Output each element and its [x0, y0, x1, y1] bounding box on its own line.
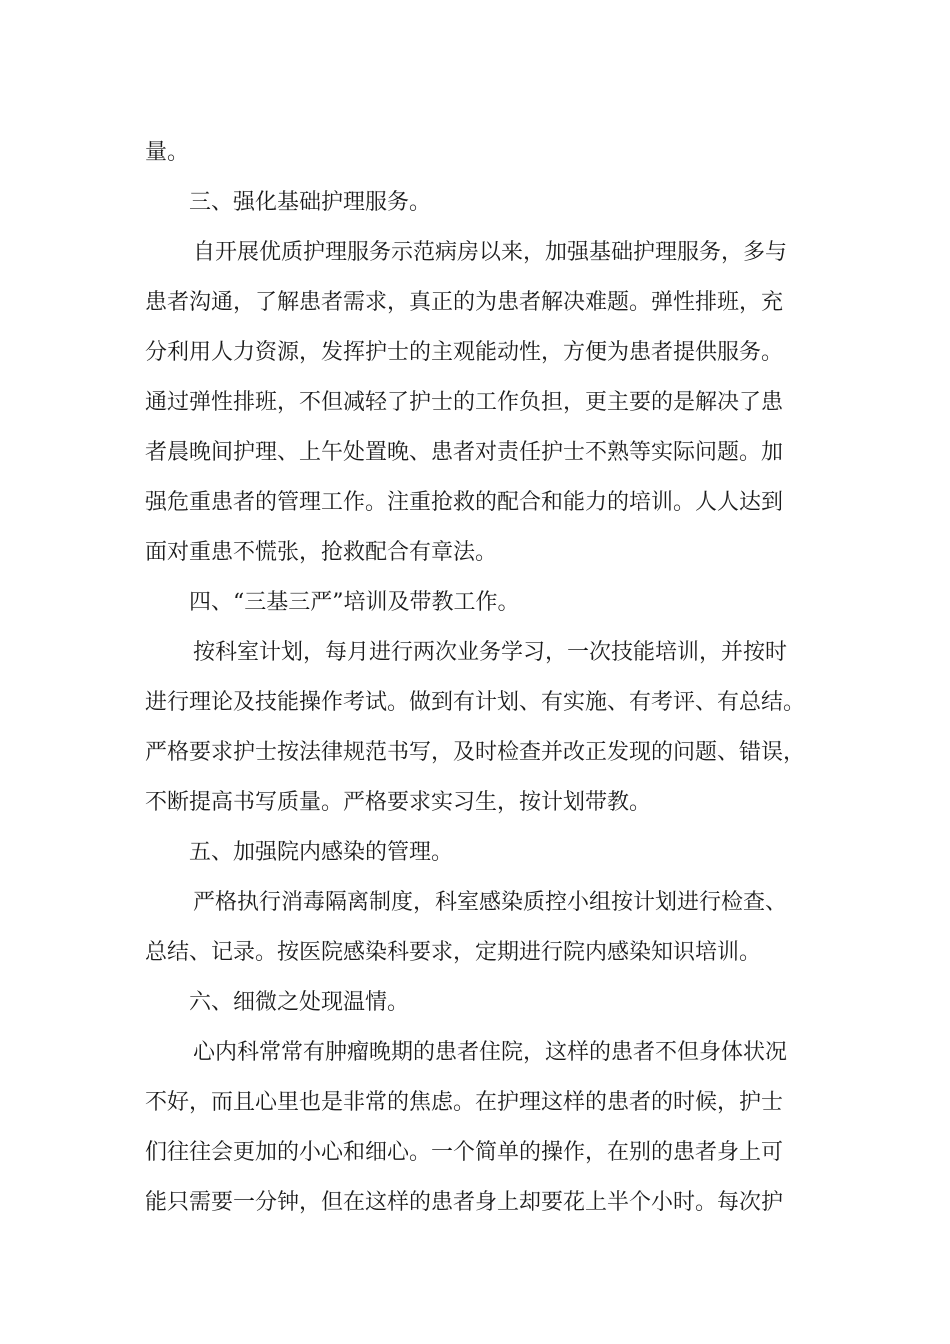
text-line: 量。: [145, 140, 190, 165]
text-line: 进行理论及技能操作考试。做到有计划、有实施、有考评、有总结。: [145, 690, 806, 715]
text-line: 严格要求护士按法律规范书写，及时检查并改正发现的问题、错误，: [145, 740, 806, 765]
section-heading: 六、细微之处现温情。: [189, 990, 410, 1015]
text-line: 面对重患不慌张，抢救配合有章法。: [145, 540, 498, 565]
text-line: 患者沟通，了解患者需求，真正的为患者解决难题。弹性排班，充: [145, 290, 784, 315]
section-heading: 三、强化基础护理服务。: [189, 190, 432, 215]
text-line: 能只需要一分钟，但在这样的患者身上却要花上半个小时。每次护: [145, 1190, 784, 1215]
section-heading: 四、“三基三严”培训及带教工作。: [189, 590, 520, 615]
text-line: 不断提高书写质量。严格要求实习生，按计划带教。: [145, 790, 652, 815]
text-line: 们往往会更加的小心和细心。一个简单的操作，在别的患者身上可: [145, 1140, 784, 1165]
text-line: 者晨晚间护理、上午处置晚、患者对责任护士不熟等实际问题。加: [145, 440, 784, 465]
text-line: 强危重患者的管理工作。注重抢救的配合和能力的培训。人人达到: [145, 490, 784, 515]
text-line: 按科室计划，每月进行两次业务学习，一次技能培训，并按时: [193, 640, 788, 665]
text-line: 分利用人力资源，发挥护士的主观能动性，方便为患者提供服务。: [145, 340, 784, 365]
text-line: 严格执行消毒隔离制度，科室感染质控小组按计划进行检查、: [193, 890, 788, 915]
text-line: 心内科常常有肿瘤晚期的患者住院，这样的患者不但身体状况: [193, 1040, 788, 1065]
text-line: 总结、记录。按医院感染科要求，定期进行院内感染知识培训。: [145, 940, 762, 965]
text-line: 不好，而且心里也是非常的焦虑。在护理这样的患者的时候，护士: [145, 1090, 784, 1115]
section-heading: 五、加强院内感染的管理。: [189, 840, 454, 865]
text-line: 自开展优质护理服务示范病房以来，加强基础护理服务，多与: [193, 240, 788, 265]
text-line: 通过弹性排班，不但减轻了护士的工作负担，更主要的是解决了患: [145, 390, 784, 415]
document-body: [145, 128, 820, 1228]
